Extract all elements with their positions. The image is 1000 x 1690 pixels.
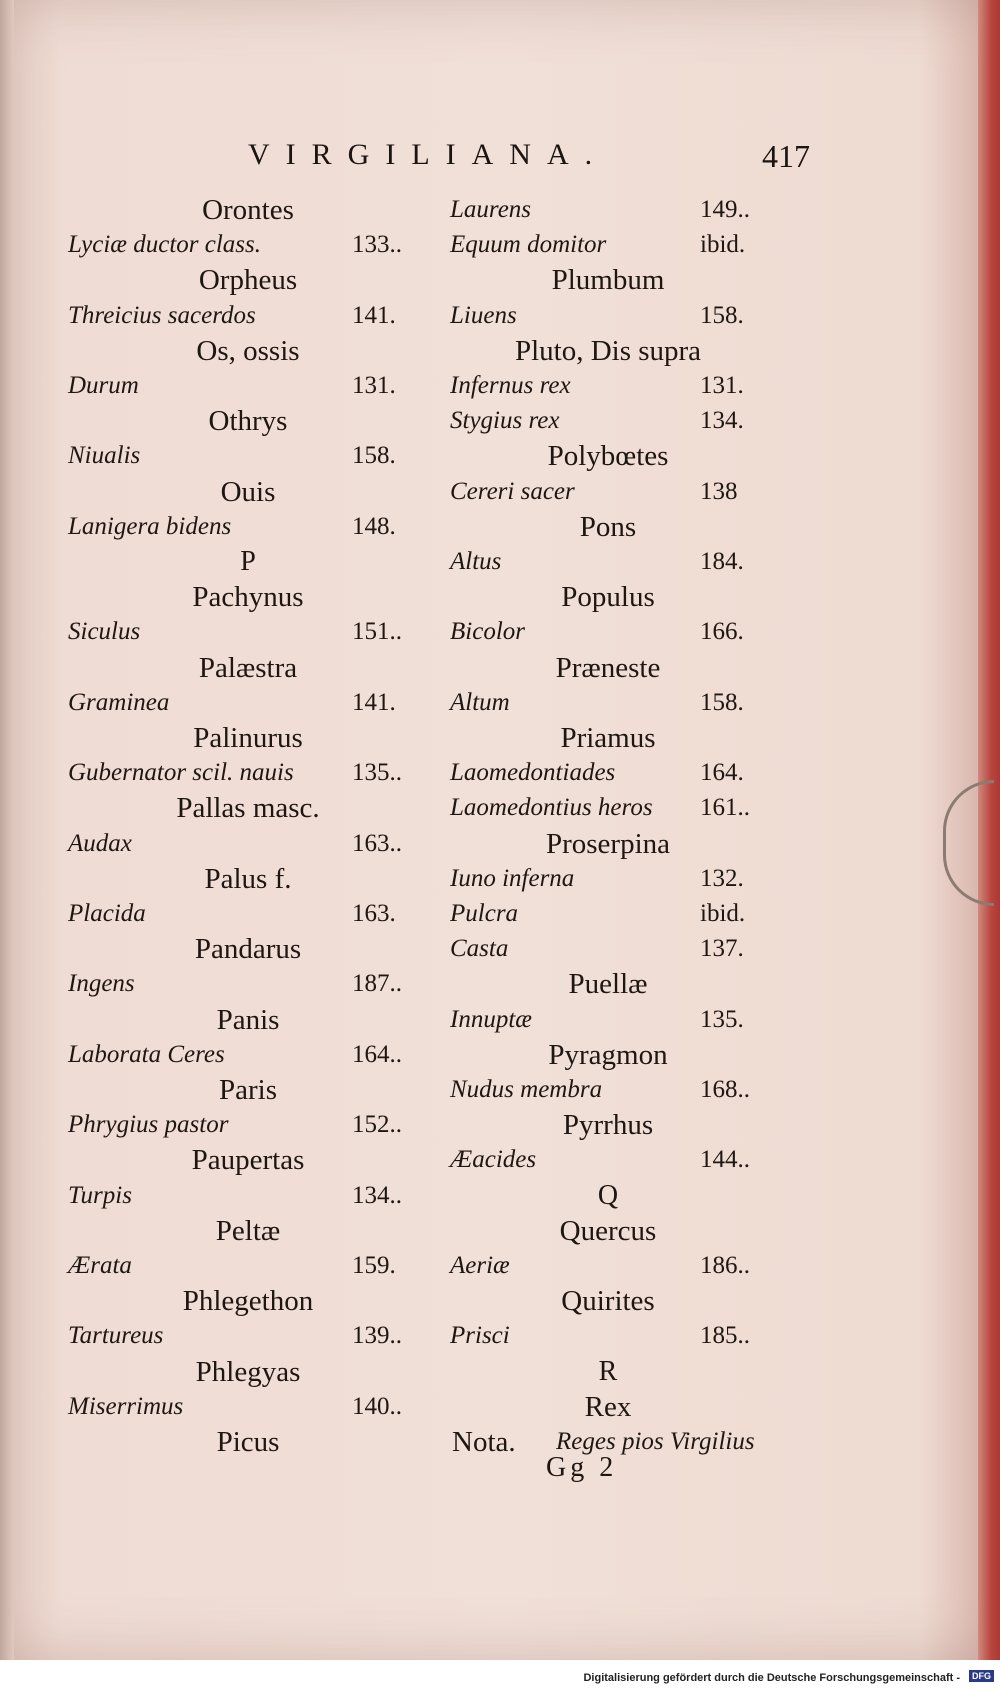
index-page-ref: 164.. [352, 1040, 402, 1068]
index-headword: Orontes [202, 194, 294, 226]
index-headword: Pachynus [192, 581, 304, 614]
index-headword: Palus f. [204, 862, 292, 895]
index-entry: Durum [68, 372, 139, 399]
index-page-ref: 168.. [700, 1076, 750, 1103]
index-entry: Prisci [450, 1322, 510, 1350]
index-page-ref: 134.. [352, 1181, 402, 1209]
index-entry: Cereri sacer [450, 477, 575, 505]
index-page-ref: 166. [700, 618, 744, 646]
nota-label: Nota. [452, 1426, 516, 1458]
index-entry: Tartureus [68, 1322, 164, 1350]
index-page-ref: 149.. [700, 196, 750, 223]
index-page-ref: 187.. [352, 970, 402, 998]
index-page-ref: 144.. [700, 1146, 750, 1174]
index-headword: Pyrrhus [562, 1109, 654, 1142]
index-page-ref: ibid. [700, 900, 746, 927]
index-entry: Threicius sacerdos [68, 301, 256, 329]
index-page-ref: 164. [700, 759, 744, 787]
index-headword: Polybœtes [547, 440, 669, 473]
index-headword: Paupertas [191, 1144, 305, 1177]
index-entry: Nudus membra [450, 1076, 603, 1103]
index-entry: Audax [68, 829, 132, 857]
page-number: 417 [762, 138, 810, 174]
index-headword: Rex [584, 1390, 632, 1423]
index-page-ref: 140.. [352, 1392, 402, 1420]
index-page-ref: 163. [352, 900, 396, 927]
index-headword: Paris [219, 1074, 277, 1106]
index-headword: Plumbum [551, 264, 665, 297]
index-page-ref: 186.. [700, 1252, 750, 1279]
index-page-ref: 133.. [352, 231, 402, 259]
index-headword: Phlegethon [182, 1285, 314, 1318]
index-entry: Ærata [68, 1252, 132, 1279]
index-headword: Phlegyas [195, 1355, 301, 1388]
index-entry: Æacides [450, 1146, 537, 1174]
index-entry: Laurens [450, 196, 532, 223]
nota-text: Reges pios Virgilius [556, 1428, 755, 1455]
index-page-ref: 163.. [352, 829, 402, 857]
index-page-ref: 132. [700, 864, 744, 892]
footer-credit: Digitalisierung gefördert durch die Deutsche Forschungsgemeinschaft - [583, 1672, 960, 1684]
index-page-ref: 137. [700, 935, 744, 963]
index-headword: Quirites [561, 1285, 655, 1318]
section-letter: Q [597, 1179, 619, 1211]
index-page-ref: ibid. [700, 231, 746, 259]
index-headword: Palæstra [198, 651, 298, 684]
index-page-ref: 148. [352, 512, 396, 540]
index-headword: Priamus [560, 722, 656, 754]
index-page-ref: 151.. [352, 618, 402, 646]
index-page-ref: 138 [700, 477, 738, 505]
index-headword: Proserpina [545, 827, 671, 860]
index-entry: Lyciæ ductor class. [68, 231, 261, 259]
index-headword: Palinurus [193, 722, 303, 754]
index-page-ref: 135.. [352, 759, 402, 787]
index-entry: Aeriæ [450, 1252, 510, 1279]
index-entry: Casta [450, 935, 509, 963]
index-headword: Picus [216, 1426, 280, 1458]
index-entry: Placida [68, 900, 146, 927]
index-page-ref: 185.. [700, 1322, 750, 1350]
index-page-ref: 141. [352, 301, 396, 329]
digitization-footer [0, 1660, 1000, 1690]
index-entry: Altum [450, 688, 510, 716]
section-letter: R [598, 1355, 618, 1387]
dfg-logo: DFG [969, 1670, 994, 1682]
index-page-ref: 161.. [700, 794, 750, 822]
index-entry: Turpis [68, 1181, 132, 1209]
index-entry: Altus [450, 548, 502, 575]
index-entry: Niualis [68, 442, 141, 470]
page-left-edge [0, 0, 14, 1660]
index-entry: Liuens [450, 301, 517, 329]
signature-mark: Gg 2 [546, 1452, 618, 1483]
index-headword: Quercus [559, 1214, 657, 1247]
index-page-ref: 135. [700, 1005, 744, 1033]
index-headword: Pluto, Dis supra [514, 334, 702, 367]
index-headword: Panis [216, 1003, 280, 1036]
index-headword: Peltæ [215, 1214, 281, 1247]
index-entry: Graminea [68, 688, 170, 716]
index-entry: Pulcra [450, 900, 519, 927]
index-entry: Laomedontiades [450, 759, 616, 787]
index-entry: Miserrimus [68, 1392, 184, 1420]
running-title: VIRGILIANA. [248, 138, 609, 171]
section-letter: P [240, 546, 256, 577]
index-entry: Bicolor [450, 618, 525, 646]
index-page-ref: 131. [700, 372, 744, 399]
index-headword: Ouis [220, 475, 276, 508]
index-entry: Laomedontius heros [450, 794, 653, 822]
index-entry: Laborata Ceres [68, 1040, 225, 1068]
index-entry: Innuptæ [450, 1005, 532, 1033]
index-entry: Lanigera bidens [68, 512, 232, 540]
index-page-ref: 141. [352, 688, 396, 716]
index-headword: Populus [561, 581, 655, 614]
index-headword: Pallas masc. [176, 792, 320, 825]
index-entry: Siculus [68, 618, 141, 646]
index-page-ref: 158. [700, 301, 744, 329]
index-entry: Gubernator scil. nauis [68, 759, 294, 787]
index-entry: Iuno inferna [450, 864, 575, 892]
index-page-ref: 158. [352, 442, 396, 470]
index-headword: Pandarus [194, 933, 302, 966]
index-entry: Stygius rex [450, 407, 560, 435]
index-headword: Othrys [208, 405, 288, 438]
index-page-ref: 159. [352, 1252, 396, 1279]
index-page-ref: 134. [700, 407, 744, 435]
index-page-ref: 139.. [352, 1322, 402, 1350]
index-page-ref: 158. [700, 688, 744, 716]
index-headword: Pyragmon [548, 1038, 668, 1071]
index-headword: Puellæ [568, 968, 648, 1001]
index-page-ref: 152.. [352, 1111, 402, 1139]
index-entry: Phrygius pastor [68, 1111, 229, 1139]
index-entry: Equum domitor [450, 231, 607, 259]
index-headword: Pons [579, 510, 637, 543]
index-page-ref: 131. [352, 372, 396, 399]
index-page-ref: 184. [700, 548, 744, 575]
paper-clip-shape [943, 780, 994, 906]
index-entry: Ingens [68, 970, 135, 998]
index-headword: Præneste [555, 651, 661, 684]
index-headword: Orpheus [198, 264, 298, 297]
index-headword: Os, ossis [196, 334, 300, 367]
index-entry: Infernus rex [450, 372, 571, 399]
